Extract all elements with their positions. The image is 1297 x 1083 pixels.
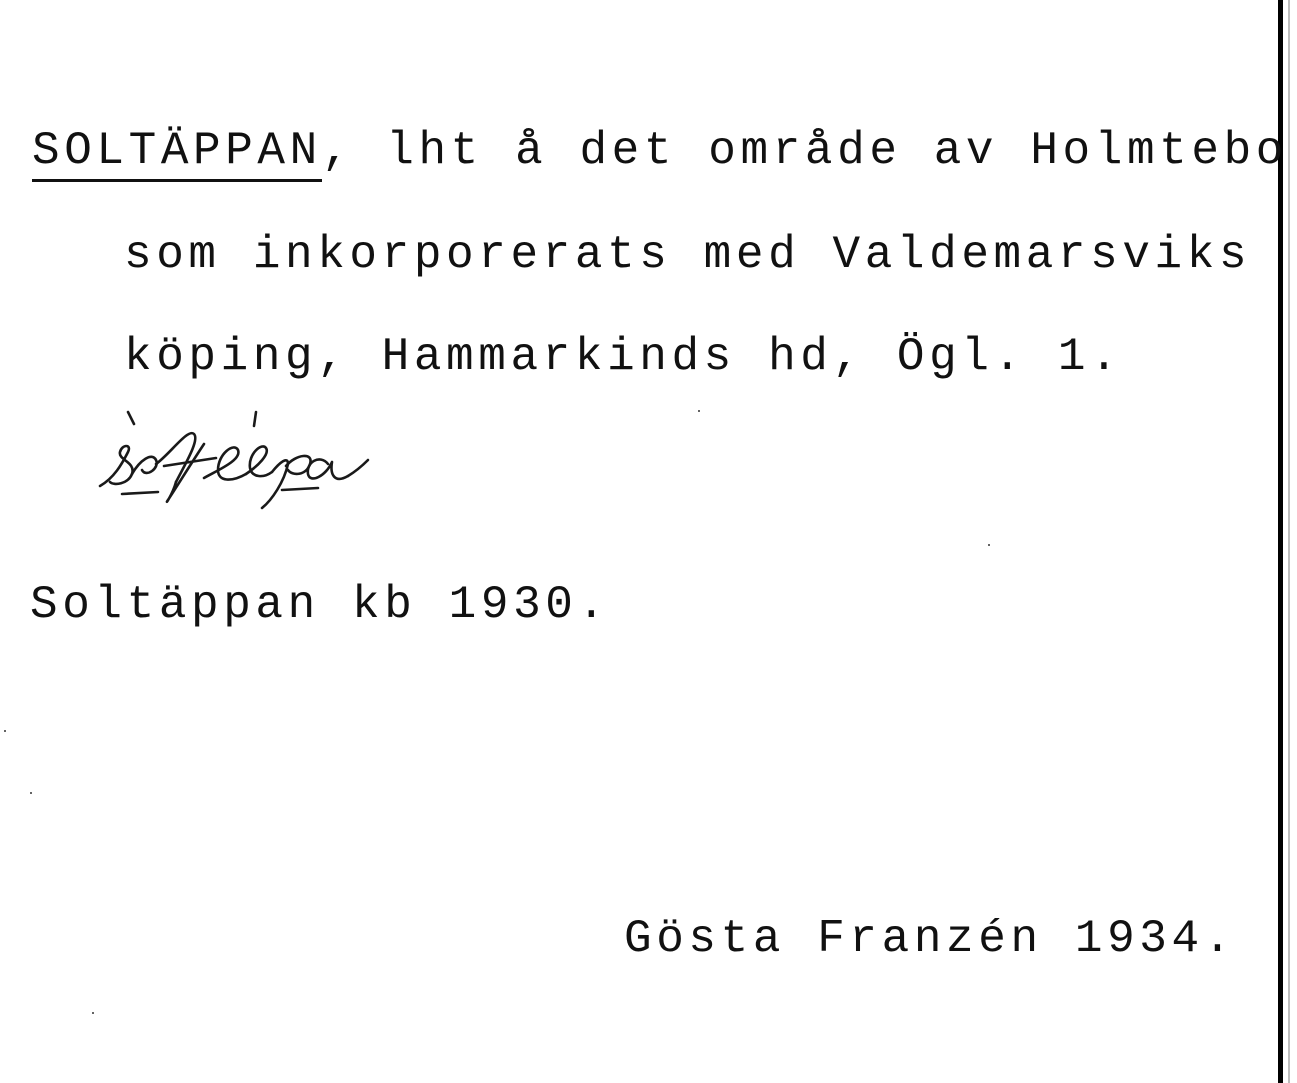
handwritten-pronunciation bbox=[92, 404, 392, 514]
paper-speck bbox=[4, 730, 6, 732]
paper-speck bbox=[698, 410, 700, 412]
paper-speck bbox=[988, 544, 990, 546]
paper-speck bbox=[92, 1012, 94, 1014]
entry-line-3: köping, Hammarkinds hd, Ögl. 1. bbox=[124, 331, 1123, 383]
entry-line-4: Soltäppan kb 1930. bbox=[30, 579, 610, 631]
author-signature: Gösta Franzén 1934. bbox=[624, 913, 1236, 965]
entry-line-1 bbox=[32, 125, 1288, 177]
entry-headword: SOLTÄPPAN bbox=[32, 125, 322, 182]
paper-speck bbox=[30, 792, 32, 794]
entry-line-2: som inkorporerats med Valdemarsviks bbox=[124, 229, 1252, 281]
entry-line-1-text: , lht å det område av Holmtebo bbox=[321, 125, 1288, 177]
card-edge-shadow bbox=[1288, 0, 1290, 1083]
